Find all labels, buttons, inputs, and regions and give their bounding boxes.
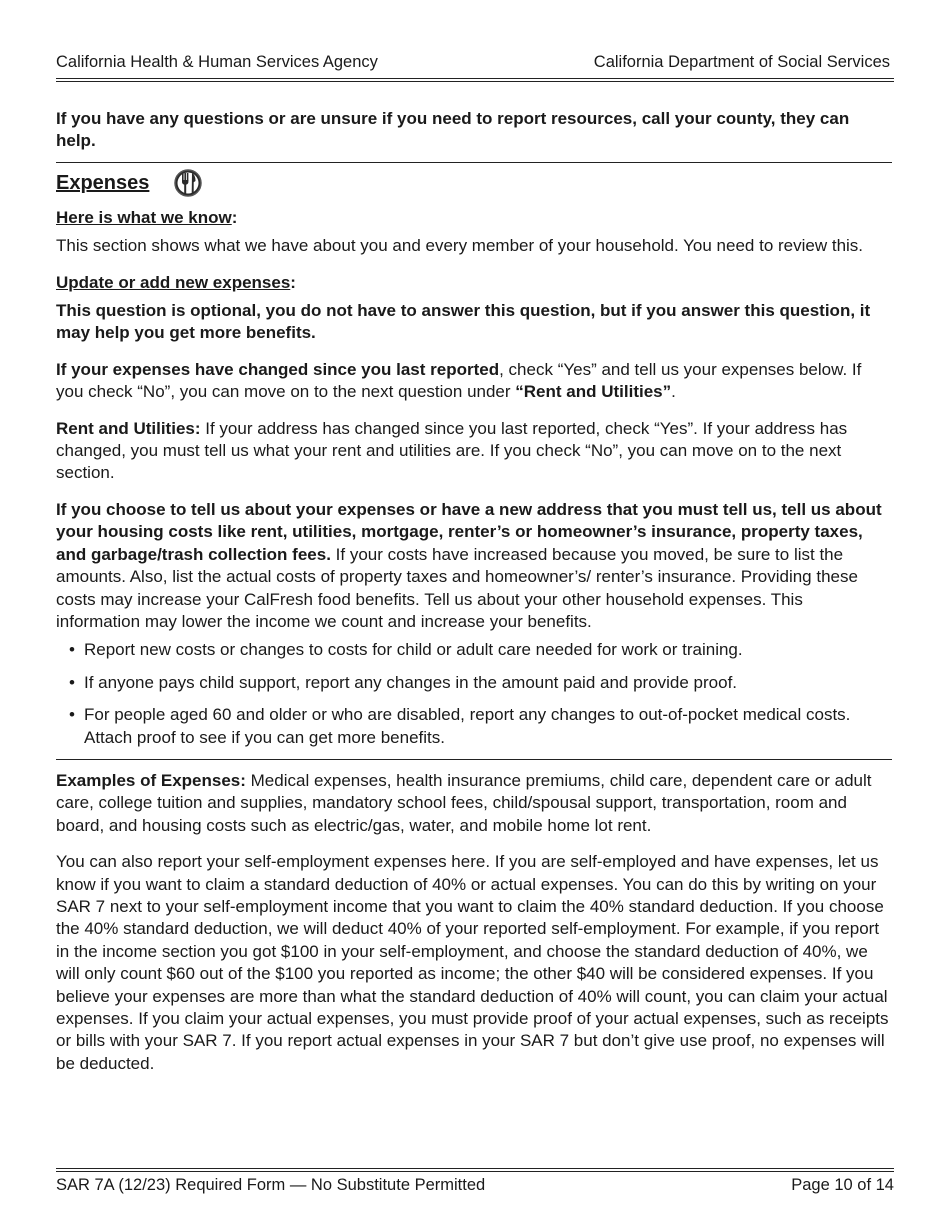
page-footer bbox=[56, 1175, 894, 1195]
housing-lead: If you choose to tell us about your expenses or have a new address that you must tell us, tell us about your housing costs like rent, utilities, mortgage, renter’s or homeowner’s insurance, property taxes, and garbage/trash collection fees. bbox=[56, 499, 882, 564]
update-heading-colon: : bbox=[290, 272, 296, 292]
know-text: This section shows what we have about you and every member of your household. You need to review this. bbox=[56, 236, 864, 256]
rent-text: If your address has changed since you last reported, check “Yes”. If your address has changed, you must tell us what your rent and utilities are. If you check “No”, you can move on to the next section. bbox=[56, 418, 848, 483]
bullet-text: If anyone pays child support, report any changes in the amount paid and provide proof. bbox=[84, 672, 738, 692]
examples-divider bbox=[56, 759, 892, 760]
page-header bbox=[56, 52, 890, 72]
utensils-icon bbox=[173, 168, 203, 198]
know-heading-label: Here is what we know bbox=[56, 207, 232, 227]
bullet-marker: • bbox=[69, 672, 75, 692]
expense-bullets bbox=[56, 639, 890, 749]
section-header bbox=[56, 163, 890, 203]
list-item bbox=[56, 672, 890, 694]
optional-note bbox=[56, 300, 890, 345]
page-content bbox=[56, 108, 890, 1089]
bullet-text: Report new costs or changes to costs for child or adult care needed for work or training. bbox=[84, 640, 743, 660]
changed-end: . bbox=[671, 382, 676, 402]
list-item bbox=[56, 704, 890, 749]
bullet-marker: • bbox=[69, 640, 75, 660]
form-id: SAR 7A (12/23) Required Form — No Substitute Permitted bbox=[56, 1176, 486, 1194]
self-employment-paragraph: You can also report your self-employment expenses here. If you are self-employed and have expenses, let us know if you want to claim a standard deduction of 40% or actual expenses. You can do this by writing on your SAR 7 next to your self-employment income that you want to claim the 40% standard deduction. If you choose the 40% standard deduction, we will deduct 40% of your reported self-employment. For example, if you report in the income section you got $100 in your self-employment, and choose the standard deduction of 40%, we will only count $60 out of the $100 you reported as income; the other $40 will be considered expenses. If you believe your expenses are more than what the standard deduction of 40% will count, you can claim your actual expenses. If you claim your actual expenses, you must provide proof of your actual expenses, such as receipts or bills with your SAR 7. If you report actual expenses in your SAR 7 but don’t give use proof, no expenses will be deducted. bbox=[56, 852, 889, 1073]
page-number: Page 10 of 14 bbox=[791, 1176, 894, 1194]
update-heading bbox=[56, 272, 890, 294]
changed-ref: “Rent and Utilities” bbox=[515, 382, 672, 402]
changed-lead: If your expenses have changed since you last reported bbox=[56, 359, 500, 379]
rent-utilities-paragraph bbox=[56, 418, 890, 485]
changed-text: , check “Yes” and tell us your expenses below. If you check “No”, you can move on to the next question under bbox=[56, 359, 862, 402]
section-title: Expenses bbox=[56, 171, 150, 194]
examples-lead: Examples of Expenses: bbox=[56, 770, 246, 790]
agency-name: California Health & Human Services Agency bbox=[56, 53, 378, 71]
know-heading bbox=[56, 207, 890, 229]
list-item bbox=[56, 639, 890, 661]
housing-text: If your costs have increased because you moved, be sure to list the amounts. Also, list the actual costs of property taxes and homeowner’s/ renter’s insurance. Providing these costs may increase your CalFresh food benefits. Tell us about your other household expenses. This information may lower the income we count and increase your benefits. bbox=[56, 544, 858, 631]
rent-lead: Rent and Utilities: bbox=[56, 418, 201, 438]
intro-text: If you have any questions or are unsure if you need to report resources, call your county, they can help. bbox=[56, 109, 850, 151]
optional-note-text: This question is optional, you do not have to answer this question, but if you answer this question, it may help you get more benefits. bbox=[56, 301, 871, 343]
footer-rule bbox=[56, 1168, 894, 1172]
know-heading-colon: : bbox=[231, 207, 238, 227]
examples-text: Medical expenses, health insurance premiums, child care, dependent care or adult care, college tuition and supplies, mandatory school fees, child/spousal support, transportation, room and board, and housing costs such as electric/gas, water, and mobile home lot rent. bbox=[56, 770, 872, 835]
examples-paragraph bbox=[56, 770, 890, 837]
bullet-text: For people aged 60 and older or who are disabled, report any changes to out-of-pocket medical costs. Attach proof to see if you can get more benefits. bbox=[84, 705, 851, 747]
update-heading-label: Update or add new expenses bbox=[56, 272, 291, 292]
housing-costs-paragraph bbox=[56, 499, 890, 633]
department-name: California Department of Social Services bbox=[593, 53, 890, 71]
bullet-marker: • bbox=[69, 705, 75, 725]
expenses-changed-paragraph bbox=[56, 359, 890, 404]
header-rule bbox=[56, 78, 894, 82]
